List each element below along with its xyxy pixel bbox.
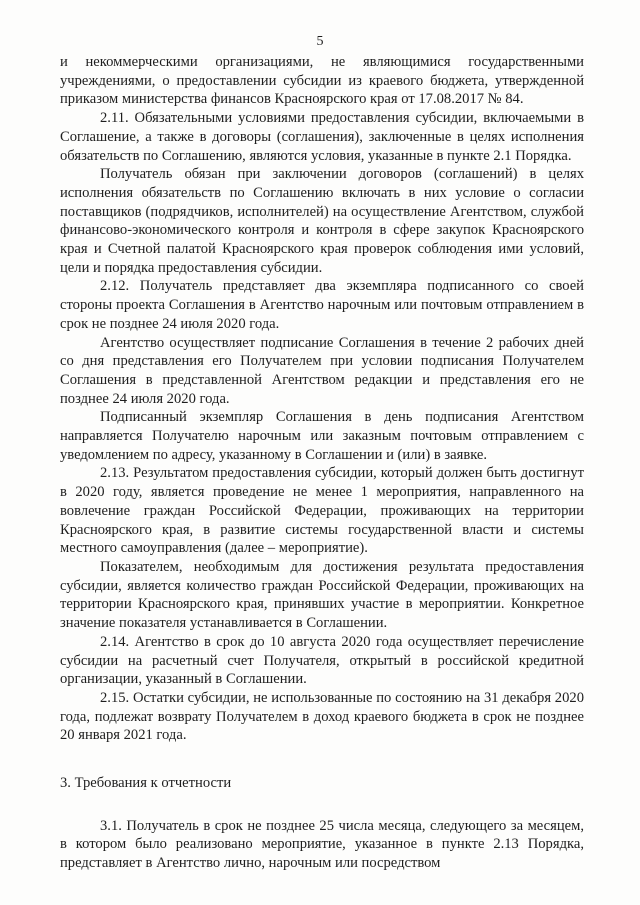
page-number: 5 — [316, 34, 324, 49]
paragraph-intro-continuation: и некоммерческими организациями, не являющимися государственными учреждениями, о предоставлении субсидии из краевого бюджета, утвержденной приказом министерства финансов Красноярского края от 17.08.2017 № 84. — [60, 54, 584, 108]
paragraph-3-1: 3.1. Получатель в срок не позднее 25 числа месяца, следующего за месяцем, в котором было реализовано мероприятие, указанное в пункте 2.13 Порядка, представляет в Агентство лично, нарочным или посредством — [60, 817, 584, 872]
paragraph-2-13: 2.13. Результатом предоставления субсидии, который должен быть достигнут в 2020 году, является проведение не менее 1 мероприятия, направленного на вовлечение граждан Российской Федерации, проживающих на территории Красноярского края, в развитие системы государственной власти и системы местного самоуправления (далее – мероприятие). — [60, 465, 584, 557]
section-heading: 3. Требования к отчетности — [60, 775, 232, 792]
spacer — [60, 793, 584, 817]
paragraph-2-15: 2.15. Остатки субсидии, не использованные по состоянию на 31 декабря 2020 года, подлежат возврату Получателем в доход краевого бюджета в срок не позднее 20 января 2021 года. — [60, 689, 584, 744]
paragraph-2-14: 2.14. Агентство в срок до 10 августа 2020 года осуществляет перечисление субсидии на расчетный счет Получателя, открытый в российской кредитной организации, указанный в Соглашении. — [60, 633, 584, 688]
paragraph-2-12: 2.12. Получатель представляет два экземпляра подписанного со своей стороны проекта Соглашения в Агентство нарочным или почтовым отправлением в срок не позднее 24 июля 2020 года. — [60, 278, 584, 332]
paragraph-2-11: 2.11. Обязательными условиями предоставления субсидии, включаемыми в Соглашение, а также в договоры (соглашения), заключенные в целях исполнения обязательств по Соглашению, являются условия, указанные в пункте 2.1 Порядка. — [60, 110, 584, 164]
paragraph-2-12-signing: Агентство осуществляет подписание Соглашения в течение 2 рабочих дней со дня представления его Получателем при условии подписания Получателем Соглашения в представленной Агентством редакции и представления его не позднее 24 июля 2020 года. — [60, 334, 584, 407]
paragraph-2-11-obligation: Получатель обязан при заключении договоров (соглашений) в целях исполнения обязательств по Соглашению включать в них условие о согласии поставщиков (подрядчиков, исполнителей) на осуществление Агентством, службой финансово-экономического контроля и контроля в сфере закупок Красноярского края и Счетной палатой Красноярского края проверок соблюдения ими условий, цели и порядка предоставления субсидии. — [60, 166, 584, 276]
spacer — [60, 745, 584, 774]
document-body — [60, 53, 584, 873]
paragraph-2-12-delivery: Подписанный экземпляр Соглашения в день подписания Агентством направляется Получателю нарочным или заказным почтовым отправлением с уведомлением по адресу, указанному в Соглашении и (или) в заявке. — [60, 409, 584, 463]
paragraph-2-13-indicator: Показателем, необходимым для достижения результата предоставления субсидии, является количество граждан Российской Федерации, проживающих на территории Красноярского края, принявших участие в мероприятии. Конкретное значение показателя устанавливается в Соглашении. — [60, 558, 584, 632]
